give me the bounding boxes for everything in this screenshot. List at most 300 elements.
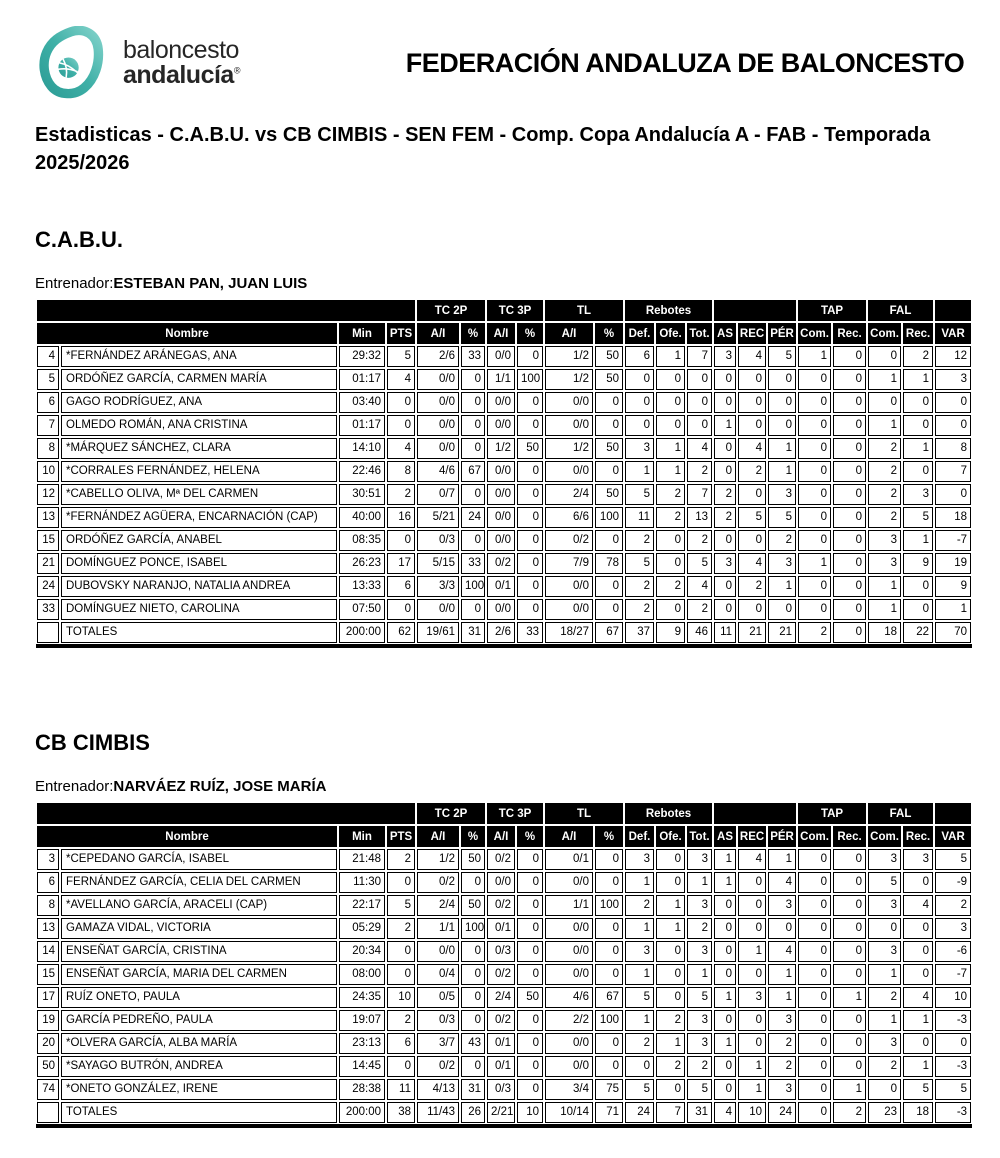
stat-cell: 0/0	[545, 918, 593, 939]
col-group-spacer	[37, 300, 415, 321]
stat-cell: 0	[738, 369, 766, 390]
stat-cell: 0	[714, 964, 736, 985]
stat-cell: 0	[833, 392, 866, 413]
stat-cell: 50	[517, 987, 543, 1008]
stat-cell: 3	[625, 849, 654, 870]
stat-cell: 2	[625, 530, 654, 551]
stat-cell: -3	[935, 1102, 971, 1123]
player-row	[37, 599, 971, 620]
player-row	[37, 1010, 971, 1031]
col-header-: %	[467, 327, 479, 340]
col-header-nombre: Nombre	[165, 327, 209, 340]
stat-cell: -3	[935, 1010, 971, 1031]
stat-cell: 1/1	[487, 369, 515, 390]
stat-cell: 23:13	[339, 1033, 385, 1054]
stat-cell: 18	[903, 1102, 933, 1123]
stat-cell: 24	[625, 1102, 654, 1123]
stat-cell: 9	[903, 553, 933, 574]
stat-cell: 1	[768, 438, 796, 459]
stat-cell: 4	[768, 872, 796, 893]
col-header-min: Min	[352, 830, 372, 843]
team-name-heading: C.A.B.U.	[35, 227, 123, 252]
player-name-cell: *SAYAGO BUTRÓN, ANDREA	[61, 1056, 337, 1077]
stat-cell: 75	[595, 1079, 623, 1100]
stat-cell: 50	[461, 895, 485, 916]
stat-cell: 1	[768, 964, 796, 985]
col-group-tc-2p: TC 2P	[434, 304, 468, 317]
stat-cell: 16	[387, 507, 415, 528]
stat-cell: 1	[656, 895, 685, 916]
stat-cell: 0	[387, 392, 415, 413]
stat-cell: 0/2	[487, 1010, 515, 1031]
stat-cell: 0	[798, 1102, 831, 1123]
player-row	[37, 369, 971, 390]
stat-cell: 0/0	[545, 941, 593, 962]
stat-cell: 0	[833, 895, 866, 916]
table-body	[37, 346, 971, 643]
jersey-number-cell: 3	[37, 849, 59, 870]
stat-cell: 0	[798, 1010, 831, 1031]
stat-cell: 13	[687, 507, 712, 528]
stat-cell: 1	[687, 872, 712, 893]
stat-cell: 0	[833, 346, 866, 367]
stat-cell: 0	[798, 507, 831, 528]
stats-table	[35, 801, 973, 1125]
team-section	[35, 227, 1000, 648]
stat-cell: 0	[714, 530, 736, 551]
stat-cell: 0	[687, 369, 712, 390]
stat-cell: 2	[387, 484, 415, 505]
stat-cell: 50	[517, 438, 543, 459]
stat-cell: 40:00	[339, 507, 385, 528]
stat-cell: 0	[738, 964, 766, 985]
stat-cell: 1	[868, 576, 901, 597]
jersey-number-cell: 15	[37, 530, 59, 551]
player-name-cell: *OLVERA GARCÍA, ALBA MARÍA	[61, 1033, 337, 1054]
stat-cell: 33	[517, 622, 543, 643]
col-header-pts: PTS	[389, 830, 413, 843]
col-group-fal: FAL	[889, 807, 912, 820]
stat-cell: 0	[833, 964, 866, 985]
stat-cell: 0	[714, 438, 736, 459]
stat-cell: 0	[738, 599, 766, 620]
stat-cell: 0	[798, 918, 831, 939]
col-group-rebotes: Rebotes	[645, 807, 692, 820]
player-row	[37, 1056, 971, 1077]
jersey-number-cell	[37, 1102, 59, 1123]
col-header-min: Min	[352, 327, 372, 340]
jersey-number-cell: 8	[37, 895, 59, 916]
stat-cell: 4	[738, 438, 766, 459]
stat-cell: 3/3	[417, 576, 459, 597]
jersey-number-cell	[37, 622, 59, 643]
stat-cell: 0	[714, 1079, 736, 1100]
stat-cell: 0	[903, 461, 933, 482]
stat-cell: 0	[595, 461, 623, 482]
stat-cell: 3	[868, 895, 901, 916]
stat-cell: 4/6	[545, 987, 593, 1008]
col-header-: %	[524, 830, 536, 843]
stat-cell: 1/2	[417, 849, 459, 870]
jersey-number-cell: 5	[37, 369, 59, 390]
stat-cell: 1	[656, 461, 685, 482]
stat-cell: 4	[738, 553, 766, 574]
stat-cell: 5	[768, 346, 796, 367]
stat-cell: 0	[714, 1010, 736, 1031]
stat-cell: 0/0	[487, 530, 515, 551]
stat-cell: 2	[903, 346, 933, 367]
stat-cell: 0/1	[487, 576, 515, 597]
stat-cell: 0	[687, 392, 712, 413]
jersey-number-cell: 50	[37, 1056, 59, 1077]
stat-cell: 2	[768, 1056, 796, 1077]
jersey-number-cell: 6	[37, 872, 59, 893]
stat-cell: 4	[687, 576, 712, 597]
jersey-number-cell: 17	[37, 987, 59, 1008]
jersey-number-cell: 21	[37, 553, 59, 574]
stat-cell: 3	[714, 346, 736, 367]
totals-row	[37, 1102, 971, 1123]
col-header-: %	[524, 327, 536, 340]
stat-cell: 0	[656, 987, 685, 1008]
stat-cell: 0	[833, 415, 866, 436]
stat-cell: 0	[868, 1079, 901, 1100]
stat-cell: 2	[687, 1056, 712, 1077]
stat-cell: 0	[833, 1010, 866, 1031]
stat-cell: 0	[517, 1010, 543, 1031]
jersey-number-cell: 10	[37, 461, 59, 482]
stat-cell: 0/0	[545, 599, 593, 620]
stat-cell: 0	[461, 941, 485, 962]
stat-cell: 0/1	[545, 849, 593, 870]
stat-cell: 0/0	[545, 461, 593, 482]
stat-cell: 0	[768, 369, 796, 390]
jersey-number-cell: 13	[37, 507, 59, 528]
stat-cell: 4/6	[417, 461, 459, 482]
stat-cell: 0	[517, 1056, 543, 1077]
basketball-andalucia-swirl-icon	[35, 26, 113, 100]
stat-cell: 67	[595, 987, 623, 1008]
stat-cell: 01:17	[339, 415, 385, 436]
stat-cell: 0	[595, 530, 623, 551]
stat-cell: 2/6	[417, 346, 459, 367]
stat-cell: 0/0	[545, 964, 593, 985]
player-row	[37, 1079, 971, 1100]
stat-cell: 8	[387, 461, 415, 482]
stat-cell: 4	[903, 987, 933, 1008]
stat-cell: 0	[517, 964, 543, 985]
stat-cell: 0/1	[487, 918, 515, 939]
stat-cell: 2/21	[487, 1102, 515, 1123]
stat-cell: 08:00	[339, 964, 385, 985]
stat-cell: 5	[935, 849, 971, 870]
player-row	[37, 941, 971, 962]
stat-cell: 13:33	[339, 576, 385, 597]
col-header-ofe: Ofe.	[659, 327, 682, 340]
stat-cell: 0/0	[417, 599, 459, 620]
stat-cell: 07:50	[339, 599, 385, 620]
player-row	[37, 849, 971, 870]
jersey-number-cell: 19	[37, 1010, 59, 1031]
jersey-number-cell: 33	[37, 599, 59, 620]
stat-cell: 0	[625, 1056, 654, 1077]
stat-cell: 31	[461, 1079, 485, 1100]
player-name-cell: *AVELLANO GARCÍA, ARACELI (CAP)	[61, 895, 337, 916]
col-group-rebotes: Rebotes	[645, 304, 692, 317]
stat-cell: 0	[461, 369, 485, 390]
stat-cell: 0	[517, 872, 543, 893]
player-name-cell: DOMÍNGUEZ NIETO, CAROLINA	[61, 599, 337, 620]
stat-cell: 0	[517, 941, 543, 962]
stat-cell: 4	[387, 369, 415, 390]
col-group-spacer	[935, 300, 971, 321]
stat-cell: 2	[935, 895, 971, 916]
stat-cell: 0	[517, 530, 543, 551]
player-name-cell: DOMÍNGUEZ PONCE, ISABEL	[61, 553, 337, 574]
stat-cell: 0/0	[417, 415, 459, 436]
stat-cell: 0	[625, 369, 654, 390]
col-header-a-i: A/I	[430, 830, 446, 843]
stat-cell: 0	[461, 484, 485, 505]
stat-cell: 0	[656, 872, 685, 893]
stat-cell: 6/6	[545, 507, 593, 528]
stat-cell: 43	[461, 1033, 485, 1054]
stat-cell: 0/2	[417, 872, 459, 893]
stat-cell: 0/2	[417, 1056, 459, 1077]
stat-cell: 31	[461, 622, 485, 643]
stat-cell: 2	[687, 918, 712, 939]
col-group-tl: TL	[576, 807, 592, 820]
stat-cell: 2	[656, 576, 685, 597]
stat-cell: 03:40	[339, 392, 385, 413]
player-row	[37, 392, 971, 413]
stat-cell: 01:17	[339, 369, 385, 390]
col-group-spacer	[37, 803, 415, 824]
stat-cell: 0	[595, 918, 623, 939]
table-body	[37, 849, 971, 1123]
stat-cell: 9	[935, 576, 971, 597]
stat-cell: 2	[714, 507, 736, 528]
stat-cell: 0	[714, 392, 736, 413]
stat-cell: 0/3	[487, 1079, 515, 1100]
stat-cell: 2/2	[545, 1010, 593, 1031]
stat-cell: 33	[461, 346, 485, 367]
stat-cell: 1	[714, 415, 736, 436]
stat-cell: 5	[687, 1079, 712, 1100]
stat-cell: -7	[935, 530, 971, 551]
player-name-cell: TOTALES	[61, 1102, 337, 1123]
stat-cell: 1	[714, 872, 736, 893]
stat-cell: 0	[868, 392, 901, 413]
stat-cell: 0	[833, 849, 866, 870]
stat-cell: 5/21	[417, 507, 459, 528]
stat-cell: 3	[868, 941, 901, 962]
stat-cell: 1	[738, 1079, 766, 1100]
stat-cell: 0	[798, 392, 831, 413]
stat-cell: 0	[517, 918, 543, 939]
jersey-number-cell: 8	[37, 438, 59, 459]
stat-cell: 50	[595, 369, 623, 390]
stat-cell: 0/0	[487, 346, 515, 367]
match-subtitle: Estadisticas - C.A.B.U. vs CB CIMBIS - SEN FEM - Comp. Copa Andalucía A - FAB - Temporada 2025/2026	[35, 124, 931, 174]
page-title: FEDERACIÓN ANDALUZA DE BALONCESTO	[405, 47, 965, 78]
stat-cell: 100	[517, 369, 543, 390]
stat-cell: 0	[387, 599, 415, 620]
stat-cell: 1/1	[545, 895, 593, 916]
stat-cell: 0	[387, 964, 415, 985]
jersey-number-cell: 7	[37, 415, 59, 436]
stat-cell: 5	[768, 507, 796, 528]
col-header-com: Com.	[870, 327, 899, 340]
player-name-cell: OLMEDO ROMÁN, ANA CRISTINA	[61, 415, 337, 436]
player-row	[37, 484, 971, 505]
stat-cell: 1/1	[417, 918, 459, 939]
stat-cell: 26:23	[339, 553, 385, 574]
col-header-rec: REC	[739, 830, 765, 843]
col-header-def: Def.	[628, 327, 651, 340]
stat-cell: 71	[595, 1102, 623, 1123]
stats-table	[35, 298, 973, 645]
stat-cell: 24	[768, 1102, 796, 1123]
stat-cell: 1	[625, 918, 654, 939]
stat-cell: 0	[738, 918, 766, 939]
col-header-a-i: A/I	[430, 327, 446, 340]
stat-cell: 2	[687, 461, 712, 482]
stat-cell: 50	[595, 484, 623, 505]
col-header-rec: REC	[739, 327, 765, 340]
player-row	[37, 964, 971, 985]
player-name-cell: *CEPEDANO GARCÍA, ISABEL	[61, 849, 337, 870]
coach-label: Entrenador:	[35, 275, 114, 292]
stat-cell: 0	[798, 941, 831, 962]
team-section	[35, 730, 1000, 1128]
stat-cell: 0	[625, 392, 654, 413]
stat-cell: 18	[868, 622, 901, 643]
player-row	[37, 507, 971, 528]
stat-cell: 0	[517, 1033, 543, 1054]
table-bottom-rule	[36, 1124, 972, 1128]
stat-cell: 5	[387, 895, 415, 916]
stat-cell: 3	[768, 484, 796, 505]
stat-cell: 3	[903, 849, 933, 870]
stat-cell: 18	[935, 507, 971, 528]
stat-cell: 1	[768, 987, 796, 1008]
stat-cell: 7	[935, 461, 971, 482]
jersey-number-cell: 14	[37, 941, 59, 962]
stat-cell: 0	[595, 941, 623, 962]
stat-cell: 0	[903, 599, 933, 620]
stat-cell: 3	[868, 530, 901, 551]
stat-cell: 10	[738, 1102, 766, 1123]
stat-cell: 0/3	[417, 1010, 459, 1031]
stat-cell: 1	[625, 872, 654, 893]
stat-cell: 100	[595, 1010, 623, 1031]
stat-cell: 5/15	[417, 553, 459, 574]
stat-cell: 12	[935, 346, 971, 367]
stat-cell: 0	[738, 1033, 766, 1054]
stat-cell: 3	[903, 484, 933, 505]
stat-cell: 0/0	[417, 941, 459, 962]
stat-cell: 0/0	[417, 369, 459, 390]
stat-cell: 3	[687, 1010, 712, 1031]
stat-cell: 1	[903, 438, 933, 459]
stat-cell: 0	[461, 392, 485, 413]
stat-cell: 0	[517, 415, 543, 436]
stat-cell: 0/0	[545, 872, 593, 893]
player-name-cell: *ONETO GONZÁLEZ, IRENE	[61, 1079, 337, 1100]
stat-cell: 1	[798, 553, 831, 574]
jersey-number-cell: 24	[37, 576, 59, 597]
stat-cell: 0	[714, 895, 736, 916]
col-header-a-i: A/I	[561, 830, 577, 843]
col-header-rec: Rec.	[837, 327, 862, 340]
stat-cell: 1	[625, 1010, 654, 1031]
stat-cell: 3	[768, 553, 796, 574]
stat-cell: 4	[714, 1102, 736, 1123]
totals-row	[37, 622, 971, 643]
stat-cell: 2	[625, 576, 654, 597]
stat-cell: 1	[656, 438, 685, 459]
stat-cell: 2	[798, 622, 831, 643]
fab-logo	[35, 26, 335, 100]
stat-cell: 3	[714, 553, 736, 574]
masthead	[35, 25, 1000, 101]
stat-cell: 3	[687, 1033, 712, 1054]
player-name-cell: *MÁRQUEZ SÁNCHEZ, CLARA	[61, 438, 337, 459]
stat-cell: 1/2	[545, 346, 593, 367]
stat-cell: 0/0	[487, 392, 515, 413]
stat-cell: 3	[868, 1033, 901, 1054]
stat-cell: 0	[656, 369, 685, 390]
stat-cell: 23	[868, 1102, 901, 1123]
stat-cell: 0	[714, 576, 736, 597]
stat-cell: 0	[387, 872, 415, 893]
stat-cell: 200:00	[339, 622, 385, 643]
stat-cell: 0	[798, 849, 831, 870]
stat-cell: 0	[833, 553, 866, 574]
stat-cell: 29:32	[339, 346, 385, 367]
stat-cell: 0	[833, 1033, 866, 1054]
stat-cell: 0	[595, 392, 623, 413]
jersey-number-cell: 74	[37, 1079, 59, 1100]
stat-cell: 0	[595, 599, 623, 620]
player-name-cell: ORDÓÑEZ GARCÍA, CARMEN MARÍA	[61, 369, 337, 390]
stat-cell: 0	[714, 1056, 736, 1077]
stat-cell: 0	[595, 1033, 623, 1054]
stat-cell: 0	[903, 941, 933, 962]
stat-cell: 0/2	[487, 849, 515, 870]
stat-cell: 1	[656, 346, 685, 367]
stat-cell: 1	[868, 369, 901, 390]
stat-cell: 5	[625, 553, 654, 574]
stat-cell: 0	[461, 987, 485, 1008]
stat-cell: 3	[687, 849, 712, 870]
stat-cell: 0	[656, 941, 685, 962]
col-header-as: AS	[717, 830, 734, 843]
player-name-cell: *FERNÁNDEZ ARÁNEGAS, ANA	[61, 346, 337, 367]
stat-cell: 2	[625, 599, 654, 620]
stat-cell: 1	[868, 1010, 901, 1031]
stat-cell: 0	[798, 461, 831, 482]
stat-cell: 0	[656, 964, 685, 985]
col-header-ofe: Ofe.	[659, 830, 682, 843]
stat-cell: 1	[625, 461, 654, 482]
col-group-spacer	[714, 300, 796, 321]
stat-cell: 1	[868, 415, 901, 436]
player-name-cell: ORDÓÑEZ GARCÍA, ANABEL	[61, 530, 337, 551]
stat-cell: 2/6	[487, 622, 515, 643]
col-group-tc-3p: TC 3P	[498, 304, 532, 317]
